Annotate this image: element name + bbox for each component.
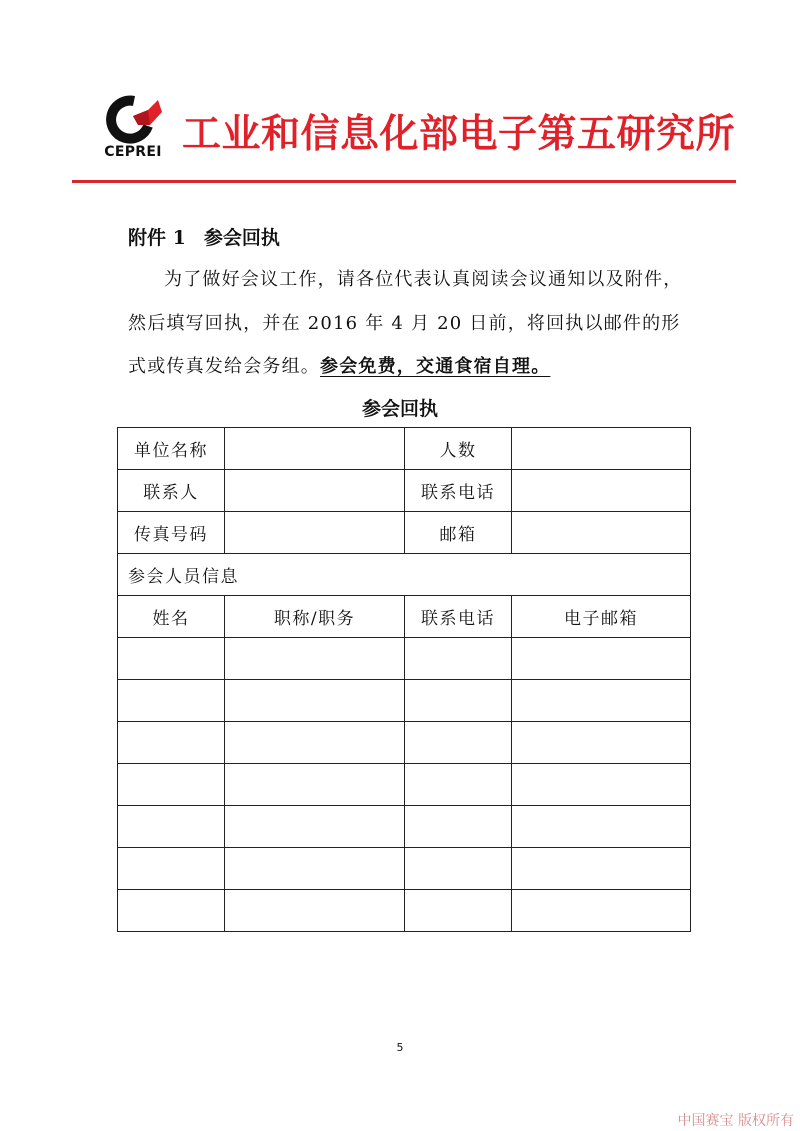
column-header-email: 电子邮箱 — [512, 596, 691, 638]
attendee-title-cell[interactable] — [225, 890, 405, 932]
attendee-info-section-label: 参会人员信息 — [118, 554, 691, 596]
table-row — [118, 428, 691, 470]
receipt-form-table — [117, 427, 691, 932]
table-row — [118, 554, 691, 596]
attendee-row — [118, 806, 691, 848]
attendee-row — [118, 722, 691, 764]
attendee-name-cell[interactable] — [118, 680, 225, 722]
unit-name-field[interactable] — [225, 428, 405, 470]
logo-text: CEPREI — [104, 144, 162, 160]
ceprei-logo-mark — [98, 92, 168, 144]
attendee-row — [118, 680, 691, 722]
attendee-email-cell[interactable] — [512, 638, 691, 680]
attendee-title-cell[interactable] — [225, 806, 405, 848]
attendee-name-cell[interactable] — [118, 722, 225, 764]
label-fax-number: 传真号码 — [118, 512, 225, 554]
attendee-title-cell[interactable] — [225, 680, 405, 722]
label-email: 邮箱 — [405, 512, 512, 554]
attendee-name-cell[interactable] — [118, 848, 225, 890]
attendee-phone-cell[interactable] — [405, 806, 512, 848]
attendee-name-cell[interactable] — [118, 890, 225, 932]
fee-notice: 参会免费，交通食宿自理。 — [320, 356, 551, 377]
contact-phone-field[interactable] — [512, 470, 691, 512]
copyright-watermark: 中国赛宝 版权所有 — [677, 1113, 794, 1129]
label-attendee-count: 人数 — [405, 428, 512, 470]
table-row — [118, 512, 691, 554]
attendee-row — [118, 890, 691, 932]
attendee-email-cell[interactable] — [512, 764, 691, 806]
attendee-email-cell[interactable] — [512, 890, 691, 932]
attachment-title: 参会回执 — [203, 227, 280, 249]
attendee-title-cell[interactable] — [225, 848, 405, 890]
attendee-title-cell[interactable] — [225, 638, 405, 680]
attendee-name-cell[interactable] — [118, 806, 225, 848]
attendee-phone-cell[interactable] — [405, 722, 512, 764]
attachment-label: 附件 1 — [128, 227, 186, 249]
header-divider — [72, 180, 736, 183]
attendee-email-cell[interactable] — [512, 722, 691, 764]
label-unit-name: 单位名称 — [118, 428, 225, 470]
attachment-heading — [128, 223, 280, 250]
attendee-email-cell[interactable] — [512, 848, 691, 890]
attendee-row — [118, 764, 691, 806]
label-contact-person: 联系人 — [118, 470, 225, 512]
attendee-count-field[interactable] — [512, 428, 691, 470]
ceprei-logo — [98, 92, 168, 172]
attendee-phone-cell[interactable] — [405, 848, 512, 890]
contact-person-field[interactable] — [225, 470, 405, 512]
column-header-name: 姓名 — [118, 596, 225, 638]
attendee-row — [118, 638, 691, 680]
attendee-phone-cell[interactable] — [405, 764, 512, 806]
attendee-email-cell[interactable] — [512, 806, 691, 848]
label-contact-phone: 联系电话 — [405, 470, 512, 512]
column-header-title: 职称/职务 — [225, 596, 405, 638]
attendee-phone-cell[interactable] — [405, 638, 512, 680]
attendee-phone-cell[interactable] — [405, 680, 512, 722]
table-title: 参会回执 — [361, 398, 438, 420]
column-header-phone: 联系电话 — [405, 596, 512, 638]
attendee-title-cell[interactable] — [225, 764, 405, 806]
page-number: 5 — [396, 1041, 404, 1054]
organization-name: 工业和信息化部电子第五研究所 — [182, 112, 736, 157]
attendee-row — [118, 848, 691, 890]
attendee-name-cell[interactable] — [118, 638, 225, 680]
attendee-name-cell[interactable] — [118, 764, 225, 806]
attendee-title-cell[interactable] — [225, 722, 405, 764]
instruction-paragraph — [128, 258, 688, 389]
attendee-header-row — [118, 596, 691, 638]
table-row — [118, 470, 691, 512]
instruction-text: 为了做好会议工作，请各位代表认真阅读会议通知以及附件，然后填写回执，并在 2016 年 4 月 20 日前，将回执以邮件的形式或传真发给会务组。 — [128, 269, 683, 377]
attendee-email-cell[interactable] — [512, 680, 691, 722]
attendee-phone-cell[interactable] — [405, 890, 512, 932]
email-field[interactable] — [512, 512, 691, 554]
fax-number-field[interactable] — [225, 512, 405, 554]
